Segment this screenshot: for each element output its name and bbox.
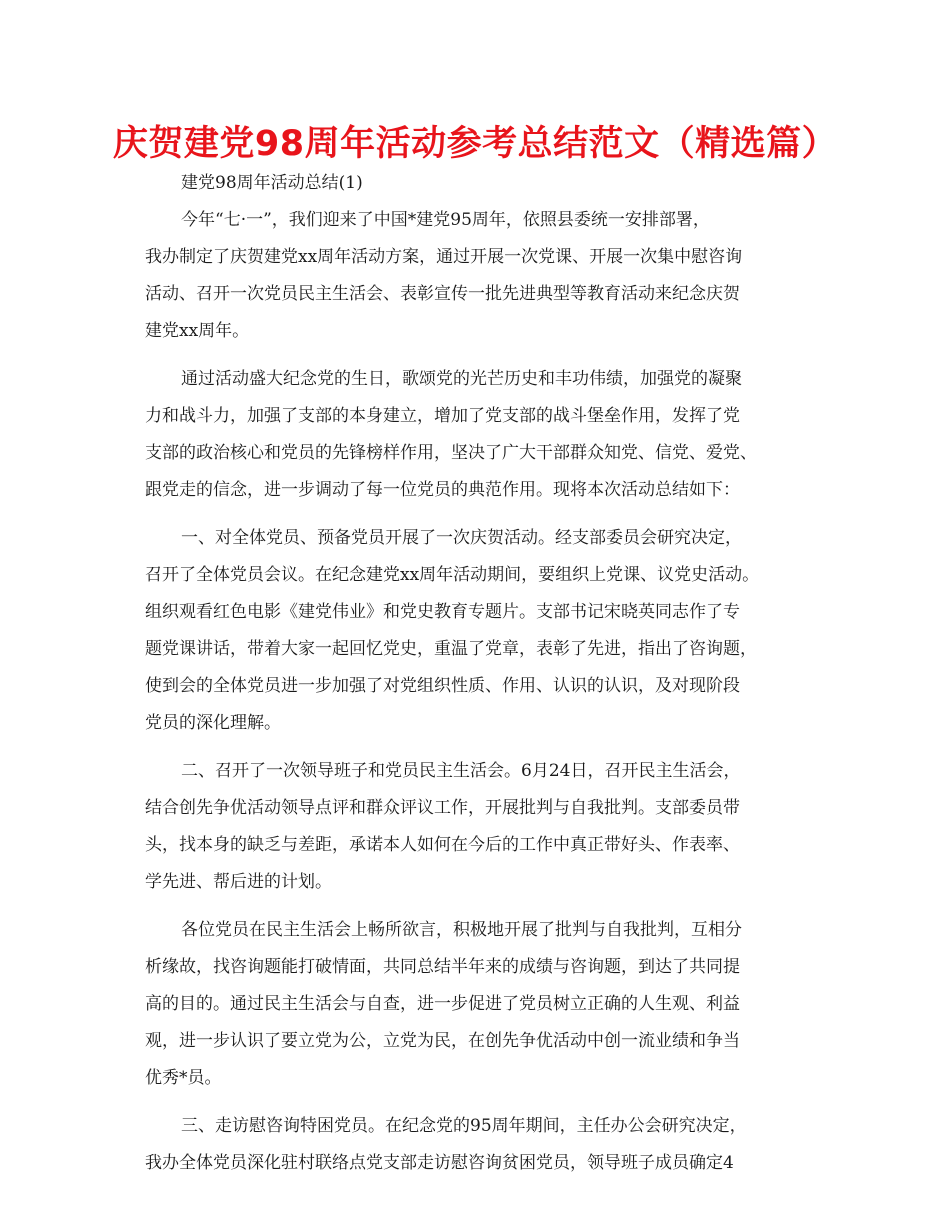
paragraph-line: 我办制定了庆贺建党xx周年活动方案，通过开展一次党课、开展一次集中慰咨询 bbox=[145, 247, 743, 267]
paragraph-line: 党员的深化理解。 bbox=[145, 713, 281, 733]
paragraph bbox=[145, 520, 825, 742]
paragraph-line: 二、召开了一次领导班子和党员民主生活会。6月24日，召开民主生活会， bbox=[181, 761, 741, 781]
paragraph-line: 结合创先争优活动领导点评和群众评议工作，开展批判与自我批判。支部委员带 bbox=[145, 798, 740, 818]
paragraph-line: 观，进一步认识了要立党为公，立党为民，在创先争优活动中创一流业绩和争当 bbox=[145, 1031, 740, 1051]
paragraph-line: 学先进、帮后进的计划。 bbox=[145, 872, 332, 892]
document-body bbox=[145, 202, 825, 1182]
paragraph-line: 跟党走的信念，进一步调动了每一位党员的典范作用。现将本次活动总结如下： bbox=[145, 480, 740, 500]
paragraph-line: 各位党员在民主生活会上畅所欲言，积极地开展了批判与自我批判，互相分 bbox=[181, 920, 742, 940]
paragraph-line: 支部的政治核心和党员的先锋榜样作用，坚决了广大干部群众知党、信党、爱党、 bbox=[145, 443, 757, 463]
paragraph-line: 三、走访慰咨询特困党员。在纪念党的95周年期间，主任办公会研究决定， bbox=[181, 1116, 747, 1136]
paragraph-line: 通过活动盛大纪念党的生日，歌颂党的光芒历史和丰功伟绩，加强党的凝聚 bbox=[181, 369, 742, 389]
paragraph bbox=[145, 202, 825, 350]
document-subtitle: 建党98周年活动总结(1) bbox=[181, 173, 363, 193]
paragraph-line: 头，找本身的缺乏与差距，承诺本人如何在今后的工作中真正带好头、作表率、 bbox=[145, 835, 740, 855]
paragraph-line: 组织观看红色电影《建党伟业》和党史教育专题片。支部书记宋晓英同志作了专 bbox=[145, 602, 740, 622]
paragraph-line: 高的目的。通过民主生活会与自查，进一步促进了党员树立正确的人生观、利益 bbox=[145, 994, 740, 1014]
paragraph bbox=[145, 753, 825, 901]
paragraph-line: 今年“七·一”，我们迎来了中国*建党95周年，依照县委统一安排部署， bbox=[181, 210, 710, 230]
paragraph-line: 题党课讲话，带着大家一起回忆党史，重温了党章，表彰了先进，指出了咨询题， bbox=[145, 639, 757, 659]
document-title: 庆贺建党98周年活动参考总结范文（精选篇） bbox=[112, 124, 838, 164]
paragraph bbox=[145, 912, 825, 1097]
paragraph-line: 一、对全体党员、预备党员开展了一次庆贺活动。经支部委员会研究决定， bbox=[181, 528, 742, 548]
paragraph-line: 使到会的全体党员进一步加强了对党组织性质、作用、认识的认识，及对现阶段 bbox=[145, 676, 740, 696]
paragraph bbox=[145, 361, 825, 509]
paragraph bbox=[145, 1108, 825, 1182]
paragraph-line: 召开了全体党员会议。在纪念建党xx周年活动期间，要组织上党课、议党史活动。 bbox=[145, 565, 760, 585]
paragraph-line: 活动、召开一次党员民主生活会、表彰宣传一批先进典型等教育活动来纪念庆贺 bbox=[145, 284, 740, 304]
paragraph-line: 析缘故，找咨询题能打破情面，共同总结半年来的成绩与咨询题，到达了共同提 bbox=[145, 957, 740, 977]
paragraph-line: 优秀*员。 bbox=[145, 1068, 222, 1088]
paragraph-line: 建党xx周年。 bbox=[145, 321, 250, 341]
paragraph-line: 我办全体党员深化驻村联络点党支部走访慰咨询贫困党员，领导班子成员确定4 bbox=[145, 1153, 734, 1173]
paragraph-line: 力和战斗力，加强了支部的本身建立，增加了党支部的战斗堡垒作用，发挥了党 bbox=[145, 406, 740, 426]
